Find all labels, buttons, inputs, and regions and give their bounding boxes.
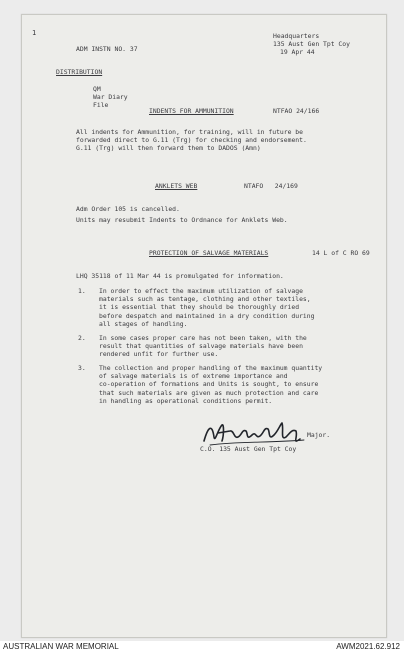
text-line: All indents for Ammunition, for training, will in future be [76, 128, 304, 136]
text-line: co-operation of formations and Units is sought, to ensure [99, 380, 319, 389]
text-line: G.11 (Trg) will then forward them to DADOS (Amn) [76, 144, 261, 153]
footer-institution: AUSTRALIAN WAR MEMORIAL [3, 642, 119, 651]
text-line: In order to effect the maximum utilization of salvage [99, 287, 303, 295]
section-ref-salvage: 14 L of C RO 69 [312, 249, 370, 257]
text-line: forwarded direct to G.11 (Trg) for checking and endorsement. [76, 136, 307, 145]
distribution-item: File [93, 101, 109, 110]
item-number: 2. [78, 334, 86, 342]
document-body [22, 15, 386, 637]
text-line: before despatch and maintained in a dry condition during [99, 311, 315, 320]
distribution-list [93, 85, 128, 110]
section-intro-salvage: LHQ 35118 of 11 Mar 44 is promulgated for information. [76, 272, 284, 280]
text-line: The collection and proper handling of the maximum quantity [99, 364, 323, 372]
archive-footer [0, 641, 404, 653]
text-line: it is essential that they should be thoroughly dried [99, 303, 300, 312]
text-line: result that quantities of salvage materials have been [99, 342, 303, 351]
signatory-rank: Major. [307, 431, 331, 439]
section-ref-anklets: NTAFO 24/169 [244, 182, 298, 190]
distribution-title: DISTRIBUTION [56, 68, 103, 76]
text-line: materials such as tentage, clothing and other textiles, [99, 295, 311, 304]
section-text-anklets [76, 205, 288, 224]
hq-line: 135 Aust Gen Tpt Coy [273, 40, 350, 49]
section-title-ammunition: INDENTS FOR AMMUNITION [149, 107, 234, 115]
salvage-item-2 [99, 334, 307, 359]
text-line: in handling as operational conditions permit. [99, 396, 273, 405]
section-text-ammunition [76, 128, 307, 153]
text-line: Adm Order 105 is cancelled. [76, 205, 180, 213]
salvage-item-3 [99, 364, 322, 405]
hq-line: Headquarters [273, 32, 320, 40]
document-sheet [21, 14, 387, 638]
section-title-salvage: PROTECTION OF SALVAGE MATERIALS [149, 249, 269, 257]
item-number: 3. [78, 364, 86, 372]
text-line: In some cases proper care has not been taken, with the [99, 334, 307, 342]
text-line: of salvage materials is of extreme importance and [99, 372, 288, 381]
distribution-item: QM [93, 85, 101, 93]
text-line: all stages of handling. [99, 319, 188, 328]
margin-mark: 1 [32, 29, 37, 37]
footer-catalogue-number: AWM2021.62.912 [336, 642, 400, 651]
section-title-anklets: ANKLETS WEB [155, 182, 198, 190]
text-line: that such materials are given as much protection and care [99, 388, 319, 397]
text-line: rendered unfit for further use. [99, 350, 219, 359]
hq-date: 19 Apr 44 [280, 48, 315, 57]
signatory-title: C.O. 135 Aust Gen Tpt Coy [200, 445, 297, 453]
section-ref-ammunition: NTFAO 24/166 [273, 107, 320, 115]
instruction-number: ADM INSTN NO. 37 [76, 45, 138, 53]
distribution-item: War Diary [93, 93, 128, 102]
text-line: Units may resubmit Indents to Ordnance for Anklets Web. [76, 216, 288, 225]
item-number: 1. [78, 287, 86, 295]
handwritten-signature [200, 419, 312, 447]
headquarters-block [273, 32, 350, 57]
salvage-item-1 [99, 287, 314, 328]
